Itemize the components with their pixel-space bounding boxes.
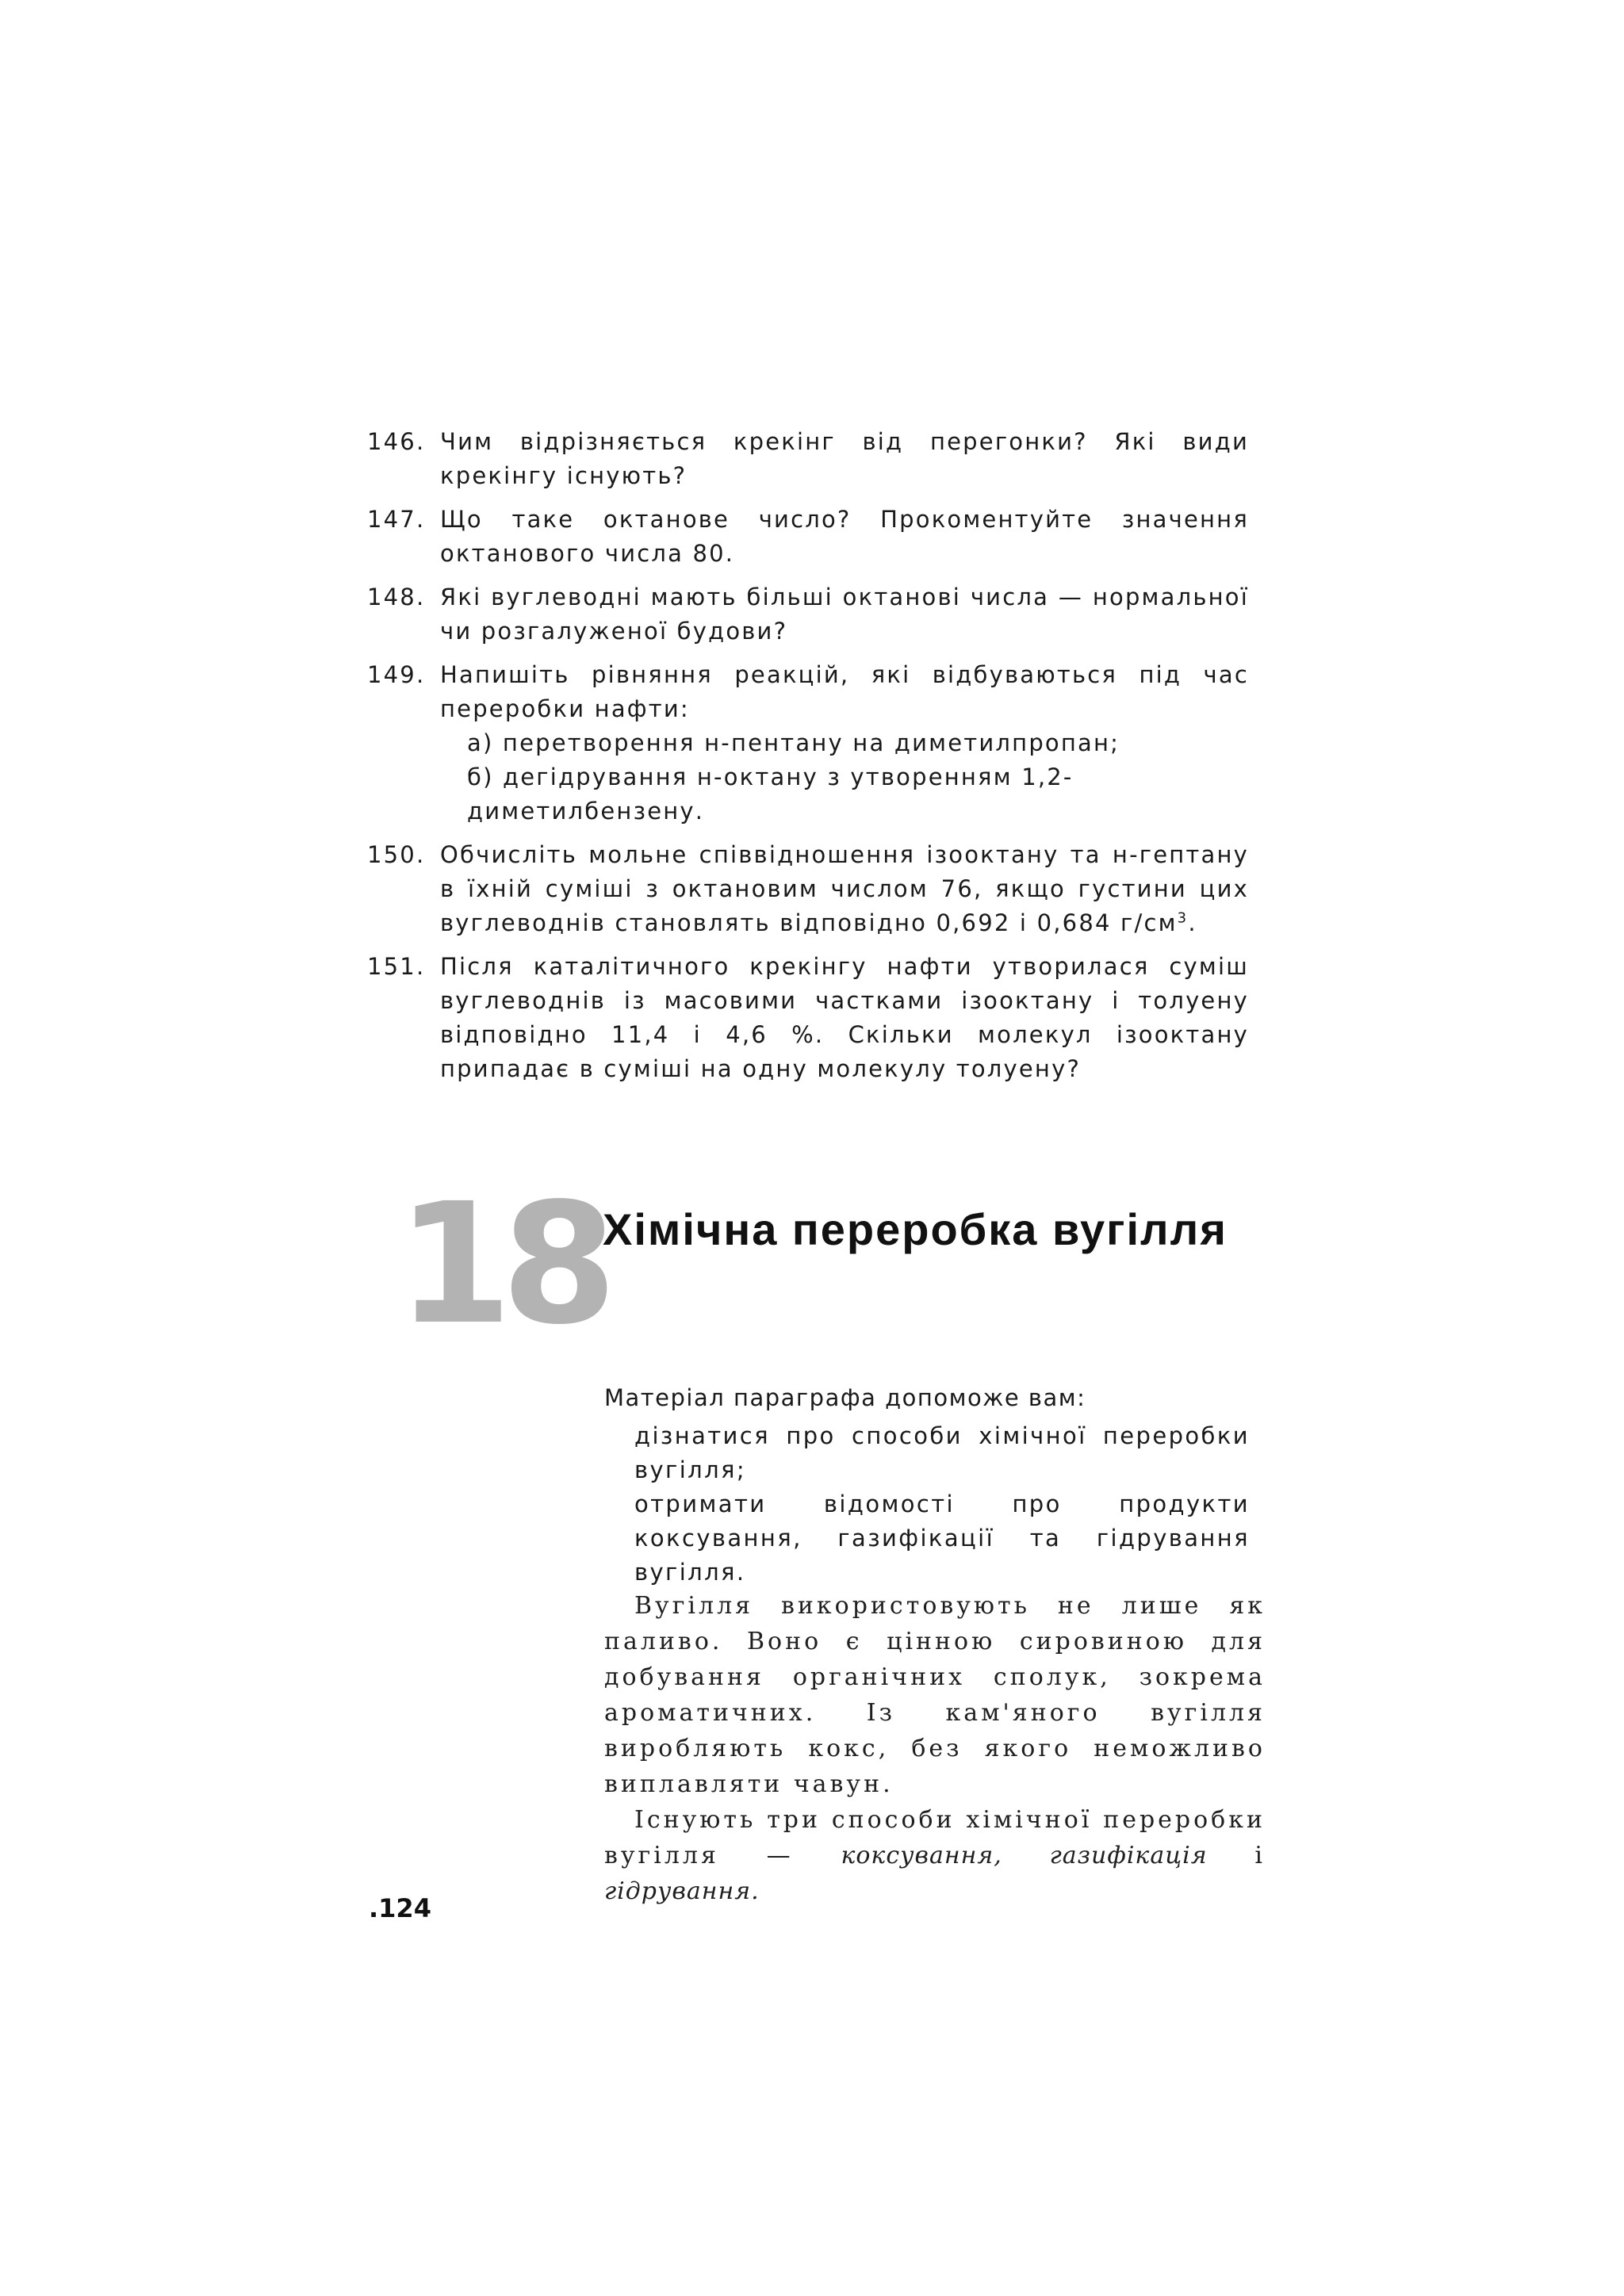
superscript: 3 [1177, 909, 1189, 927]
exercise-number: 149. [367, 661, 426, 688]
exercise-text: Напишіть рівняння реакцій, які відбуваються під час переробки нафти: [440, 661, 1249, 722]
exercise-150 [367, 838, 1249, 940]
exercise-number: 150. [367, 841, 426, 868]
term-coking: коксування, [841, 1842, 1002, 1869]
exercise-text: Після каталітичного крекінгу нафти утворилася суміш вуглеводнів із масовими частками ізооктану і толуену відповідно 11,4 і 4,6 %. Скільки молекул ізооктану припадає в суміші на одну молекулу толуену? [440, 953, 1249, 1082]
body-text [604, 1588, 1266, 1909]
exercise-text: Чим відрізняється крекінг від перегонки? Які види крекінгу існують? [440, 428, 1249, 489]
exercise-text-end: . [1188, 909, 1197, 936]
exercise-146 [367, 425, 1249, 493]
exercise-number: 148. [367, 584, 426, 610]
exercise-text: Що таке октанове число? Прокоментуйте значення октанового числа 80. [440, 506, 1249, 567]
chapter-number: 18 [396, 1167, 607, 1361]
body-text-run: Існують три способи хімічної переробки вугілля — [604, 1806, 1266, 1869]
term-hydrogenation: гідрування. [604, 1877, 760, 1905]
chapter-title: Хімічна переробка вугілля [603, 1204, 1228, 1254]
exercise-subitem-a: а) перетворення н-пентану на диметилпропан; [467, 729, 1120, 756]
goal-item: дізнатися про способи хімічної переробки вугілля; [634, 1422, 1250, 1483]
term-gasification: газифікація [1049, 1842, 1208, 1869]
exercise-number: 146. [367, 428, 426, 455]
exercise-body [440, 838, 1249, 940]
goal-item: отримати відомості про продукти коксування, газифікації та гідрування вугілля. [634, 1490, 1250, 1586]
exercise-subitem-b: б) дегідрування н-октану з утворенням 1,2-диметилбензену. [467, 763, 1074, 825]
page-number: .124 [369, 1893, 431, 1923]
exercise-text: Обчисліть мольне співвідношення ізооктану та н-гептану в їхній суміші з октановим числом 76, якщо густини цих вуглеводнів становлять відповідно 0,692 і 0,684 г/см [440, 841, 1249, 936]
exercise-text: Які вуглеводні мають більші октанові числа — нормальної чи розгалуженої будови? [440, 584, 1249, 645]
exercise-number: 147. [367, 506, 426, 533]
body-text-run: і [1207, 1842, 1266, 1869]
exercise-148 [367, 580, 1249, 649]
exercise-body [440, 658, 1249, 828]
exercise-list [367, 425, 1249, 1096]
body-paragraph [604, 1802, 1266, 1909]
exercise-151 [367, 950, 1249, 1086]
exercise-147 [367, 503, 1249, 571]
goals-list [634, 1419, 1250, 1590]
goals-heading: Матеріал параграфа допоможе вам: [604, 1384, 1086, 1411]
body-paragraph: Вугілля використовують не лише як паливо. Воно є цінною сировиною для добування органічних сполук, зокрема ароматичних. Із кам'яного вугілля виробляють кокс, без якого неможливо виплавляти чавун. [604, 1592, 1266, 1798]
exercise-149 [367, 658, 1249, 828]
exercise-number: 151. [367, 953, 426, 980]
